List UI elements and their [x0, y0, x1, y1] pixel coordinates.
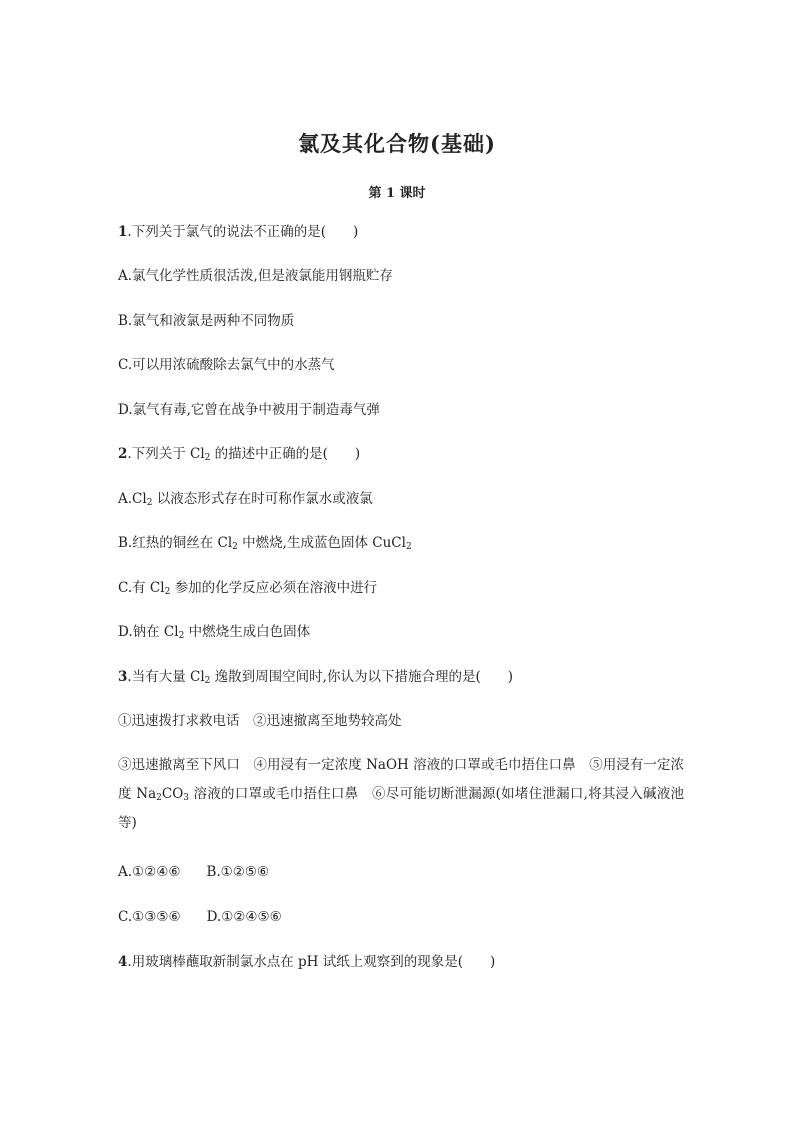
document-title: 氯及其化合物(基础) [298, 131, 496, 156]
question-1-option-b: B.氯气和液氯是两种不同物质 [118, 313, 295, 329]
question-3-stem: 3.当有大量 $Cl_2$ 逸散到周围空间时,你认为以下措施合理的是( ) [118, 669, 513, 686]
question-1-option-d: D.氯气有毒,它曾在战争中被用于制造毒气弹 [118, 402, 380, 418]
question-4-stem [118, 951, 688, 973]
question-text: .用玻璃棒蘸取新制氯水点在 pH 试纸上观察到的现象是( ) [127, 954, 496, 970]
question-3-options-row-2 [118, 906, 688, 928]
question-1-stem [118, 221, 688, 243]
question-1-option-c: C.可以用浓硫酸除去氯气中的水蒸气 [118, 357, 335, 373]
question-3-measures-line: ①迅速拨打求救电话 ②迅速撤离至地势较高处 [118, 713, 402, 729]
question-2-stem: 2.下列关于 $Cl_2$ 的描述中正确的是( ) [118, 446, 361, 463]
question-number: 2 [118, 446, 128, 462]
question-text: .下列关于氯气的说法不正确的是( ) [127, 224, 359, 240]
question-3-option-b: B.①②⑤⑥ [206, 864, 270, 880]
question-2-option-b: B.红热的铜丝在 $Cl_2$ 中燃烧,生成蓝色固体 CuCl$_2$ [118, 535, 412, 552]
question-2-option-c: C.有 $Cl_2$ 参加的化学反应必须在溶液中进行 [118, 580, 378, 597]
question-number: 3 [118, 669, 128, 685]
question-3-option-d: D.①②④⑤⑥ [206, 909, 282, 925]
question-3-option-c: C.①③⑤⑥ [118, 909, 181, 925]
question-3-measures-paragraph: ③迅速撤离至下风口 ④用浸有一定浓度 NaOH 溶液的口罩或毛巾捂住口鼻 ⑤用浸有一定浓度 $Na_2CO_3$ 溶液的口罩或毛巾捂住口鼻 ⑥尽可能切断泄漏源(如堵住泄漏口,将其浸入碱液池等) [118, 757, 684, 831]
question-number: 1 [118, 224, 128, 240]
question-2-option-a: $A.Cl_2$ 以液态形式存在时可称作氯水或液氯 [118, 491, 373, 508]
question-number: 4 [118, 954, 128, 970]
question-3-options-row-1 [118, 861, 688, 883]
question-1-option-a: A.氯气化学性质很活泼,但是液氯能用钢瓶贮存 [118, 268, 393, 284]
question-2-option-d: D.钠在 $Cl_2$ 中燃烧生成白色固体 [118, 624, 311, 641]
question-3-option-a: A.①②④⑥ [118, 864, 181, 880]
document-subtitle: 第 1 课时 [368, 186, 426, 201]
